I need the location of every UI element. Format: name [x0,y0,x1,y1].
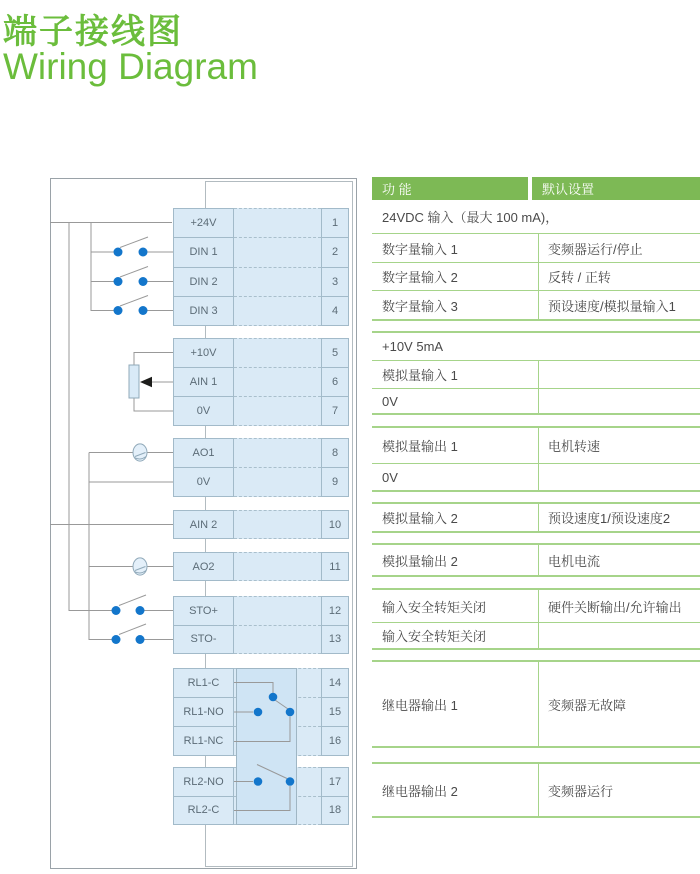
default-cell [538,389,700,413]
terminal-group-analog-input-1 [0,338,360,426]
function-cell: +10V 5mA [382,339,444,354]
function-cell: 模拟量输出 1 [382,439,458,454]
terminal-label: AIN 2 [189,518,218,531]
terminal-label: 0V [174,467,233,496]
function-cell: 模拟量输入 1 [382,368,458,383]
function-cell: 0V [382,469,398,485]
terminal-hidden-section [234,438,321,497]
terminal-hidden-section [234,208,321,326]
terminal-group-analog-input-2 [0,510,360,539]
default-cell [538,361,700,388]
function-cell: 继电器输出 2 [382,783,458,799]
table-group [372,543,700,577]
terminal-label: DIN 3 [174,296,233,325]
function-cell: 数字量输入 3 [382,298,458,314]
terminal-label: DIN 1 [174,237,233,266]
default-cell: 电机转速 [538,428,700,463]
terminal-labels [173,510,234,539]
terminal-labels [173,208,234,326]
terminal-label: RL1-NO [174,697,233,726]
relay-contact-box [236,668,297,825]
table-row [372,764,700,816]
terminal-number: 16 [322,726,348,755]
function-cell: 24VDC 输入（最大 100 mA)， [382,210,559,225]
default-cell: 反转 / 正转 [538,263,700,290]
terminal-label: +24V [190,217,217,230]
function-cell: 输入安全转矩关闭 [382,629,487,644]
terminal-group-sto [0,596,360,654]
terminal-number: 9 [322,467,348,496]
terminal-number: 17 [328,775,342,788]
default-cell: 变频器无故障 [538,662,700,746]
terminal-number: 2 [322,237,348,266]
terminal-hidden-section [234,510,321,539]
table-row [372,545,700,575]
terminal-numbers [321,668,349,756]
table-row [372,262,700,290]
page-title-chinese: 端子接线图 [3,13,183,51]
terminal-label: AIN 1 [174,367,233,396]
table-row [372,200,700,233]
terminal-hidden-section [234,596,321,654]
terminal-number: 12 [328,604,342,617]
table-row [372,622,700,648]
table-header-function: 功 能 [372,177,528,200]
table-row [372,290,700,319]
terminal-label: RL1-NC [174,726,233,755]
terminal-labels [173,552,234,581]
table-row [372,428,700,463]
terminal-label: STO+ [189,604,218,617]
terminal-labels [173,596,234,654]
default-cell [538,623,700,648]
terminal-number: 11 [329,560,341,573]
terminal-label: DIN 2 [174,267,233,296]
table-row [372,333,700,360]
function-cell: 数字量输入 1 [382,241,458,257]
table-group [372,331,700,415]
function-cell: 模拟量输出 2 [382,553,458,569]
table-row [372,463,700,490]
terminal-labels [173,668,234,756]
terminal-hidden-section [234,552,321,581]
function-cell: 继电器输出 1 [382,697,458,713]
terminal-number: 14 [328,677,342,689]
terminal-numbers [321,552,349,581]
terminal-group-analog-output-1 [0,438,360,497]
table-group [372,588,700,650]
default-cell [538,464,700,490]
terminal-number: 8 [331,447,339,459]
table-group [372,426,700,492]
terminal-label: 0V [174,396,233,425]
terminal-label: STO- [174,625,233,654]
terminal-number: 3 [322,267,348,296]
terminal-group-relay-1 [0,668,360,756]
terminal-labels [173,767,234,825]
table-header-default: 默认设置 [532,177,700,200]
terminal-hidden-section [234,338,321,426]
terminal-number: 6 [322,367,348,396]
terminal-group-analog-output-2 [0,552,360,581]
function-cell: 输入安全转矩关闭 [382,599,487,615]
terminal-label: +10V [190,347,217,359]
terminal-number: 1 [331,217,339,230]
table-group [372,502,700,533]
default-cell: 预设速度1/预设速度2 [538,504,700,531]
terminal-labels [173,338,234,426]
terminal-label: RL1-C [187,677,220,689]
terminal-number: 18 [322,796,348,825]
terminal-number: 15 [322,697,348,726]
function-cell: 数字量输入 2 [382,270,458,285]
terminal-numbers [321,510,349,539]
terminal-label: RL2-NO [183,775,224,788]
function-cell: 0V [382,393,398,409]
terminal-numbers [321,208,349,326]
function-cell: 模拟量输入 2 [382,511,458,526]
table-row [372,590,700,622]
terminal-group-digital-inputs [0,208,360,326]
table-group [372,200,700,321]
default-cell: 变频器运行 [538,764,700,816]
terminal-number: 5 [331,347,339,359]
table-row [372,662,700,746]
terminal-number: 13 [322,625,348,654]
table-row [372,360,700,388]
default-cell: 预设速度/模拟量输入1 [538,291,700,319]
table-row [372,233,700,262]
terminal-label: RL2-C [174,796,233,825]
terminal-numbers [321,596,349,654]
page-title-english: Wiring Diagram [3,46,258,87]
terminal-numbers [321,767,349,825]
table-group [372,762,700,818]
default-cell: 变频器运行/停止 [538,234,700,262]
terminal-number: 7 [322,396,348,425]
table-group [372,660,700,748]
default-cell: 电机电流 [538,545,700,575]
terminal-number: 10 [328,518,342,531]
default-cell: 硬件关断输出/允许输出 [538,590,700,622]
terminal-label: AO2 [192,560,215,573]
table-row [372,504,700,531]
terminal-labels [173,438,234,497]
terminal-numbers [321,438,349,497]
table-row [372,388,700,413]
terminal-label: AO1 [192,447,215,459]
terminal-group-relay-2 [0,767,360,825]
terminal-numbers [321,338,349,426]
terminal-number: 4 [322,296,348,325]
